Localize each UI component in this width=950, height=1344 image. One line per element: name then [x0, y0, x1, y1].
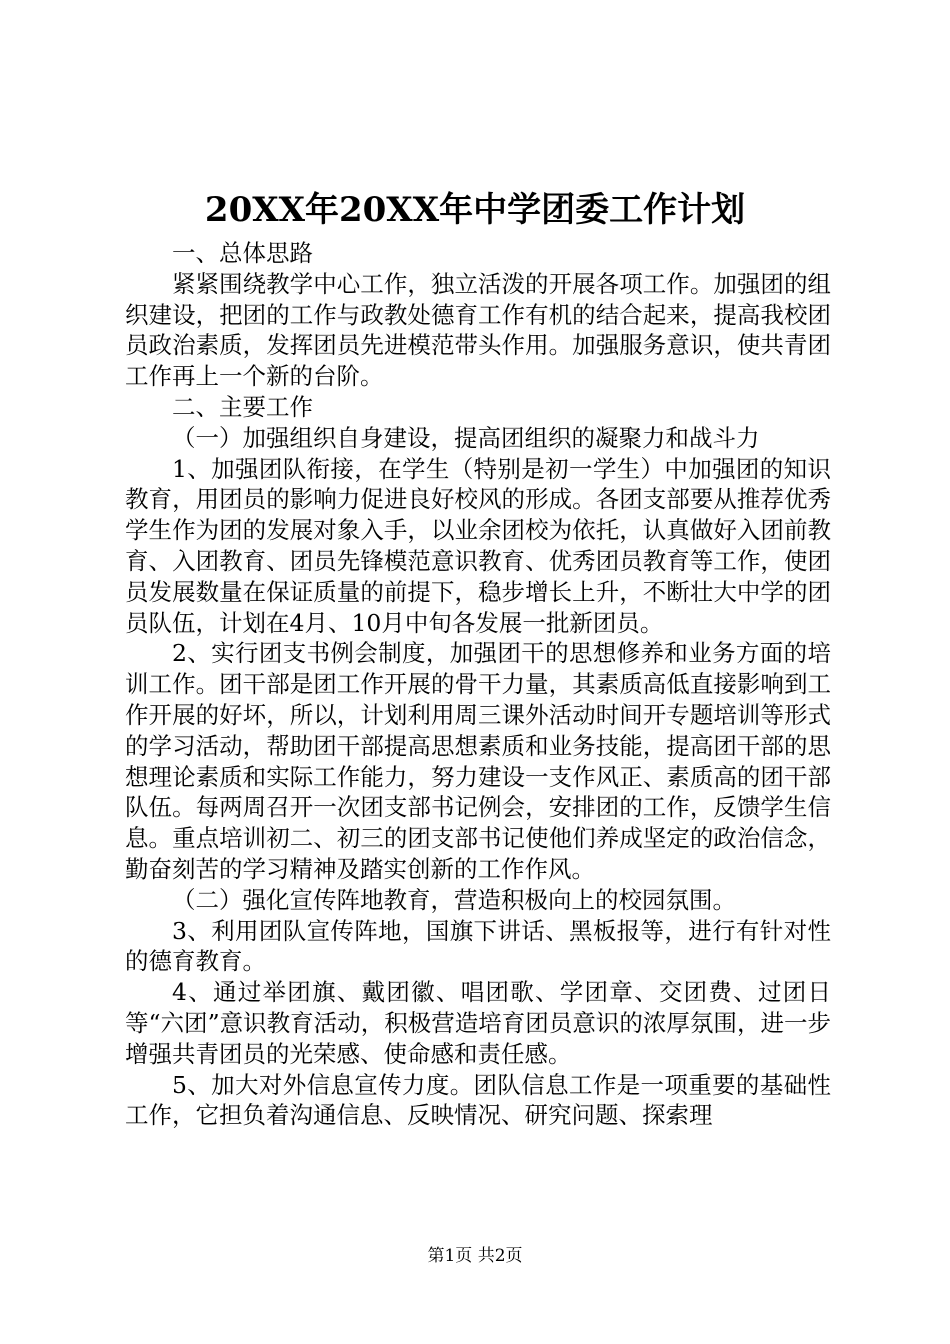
subsection-heading: （一）加强组织自身建设，提高团组织的凝聚力和战斗力 [172, 423, 760, 452]
page-number-footer: 第1页 共2页 [427, 1246, 523, 1266]
section-heading-main-work: 二、主要工作 [172, 392, 313, 421]
section-heading-overall: 一、总体思路 [172, 239, 313, 267]
document-title: 20XX年20XX年中学团委工作计划 [204, 190, 746, 230]
paragraph: 2、实行团支书例会制度，加强团干的思想修养和业务方面的培训工作。团干部是团工作开展的骨干力量，其素质高低直接影响到工作开展的好坏，所以，计划利用周三课外活动时间开专题培训等形式的学习活动，帮助团干部提高思想素质和业务技能，提高团干部的思想理论素质和实际工作能力，努力建设一支作风正、素质高的团干部队伍。每两周召开一次团支部书记例会，安排团的工作，反馈学生信息。重点培训初二、初三的团支部书记使他们养成坚定的政治信念，勤奋刻苦的学习精神及踏实创新的工作作风。 [125, 639, 831, 883]
paragraph: 4、通过举团旗、戴团徽、唱团歌、学团章、交团费、过团日等“六团”意识教育活动，积极营造培育团员意识的浓厚氛围，进一步增强共青团员的光荣感、使命感和责任感。 [125, 978, 831, 1068]
paragraph: 5、加大对外信息宣传力度。团队信息工作是一项重要的基础性工作，它担负着沟通信息、反映情况、研究问题、探索理 [125, 1070, 831, 1130]
document-body [125, 238, 831, 1131]
paragraph: 3、利用团队宣传阵地，国旗下讲话、黑板报等，进行有针对性的德育教育。 [125, 916, 831, 976]
subsection-heading: （二）强化宣传阵地教育，营造积极向上的校园氛围。 [172, 885, 736, 914]
paragraph: 1、加强团队衔接，在学生（特别是初一学生）中加强团的知识教育，用团员的影响力促进良好校风的形成。各团支部要从推荐优秀学生作为团的发展对象入手，以业余团校为依托，认真做好入团前教育、入团教育、团员先锋模范意识教育、优秀团员教育等工作，使团员发展数量在保证质量的前提下，稳步增长上升，不断壮大中学的团员队伍，计划在4月、10月中旬各发展一批新团员。 [125, 454, 831, 637]
paragraph: 紧紧围绕教学中心工作，独立活泼的开展各项工作。加强团的组织建设，把团的工作与政教处德育工作有机的结合起来，提高我校团员政治素质，发挥团员先进模范带头作用。加强服务意识，使共青团工作再上一个新的台阶。 [125, 269, 831, 391]
